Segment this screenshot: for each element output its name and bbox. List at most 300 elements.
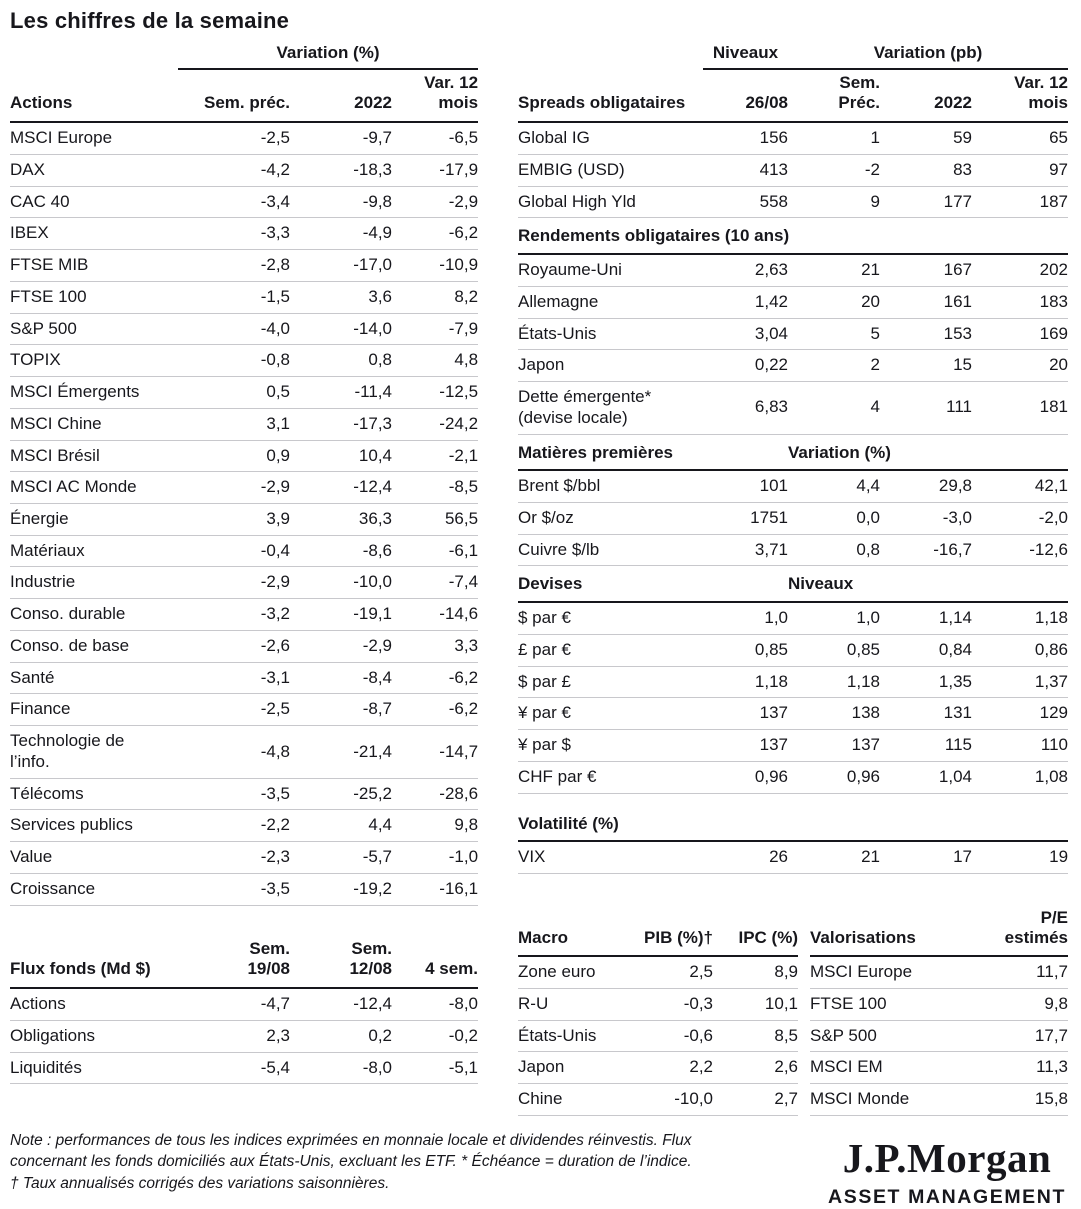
value-cell: 83	[880, 154, 972, 186]
row-label: Or $/oz	[518, 503, 703, 535]
column-header-4-sem: 4 sem.	[392, 936, 478, 988]
value-cell: 3,1	[178, 408, 290, 440]
value-cell: 20	[972, 350, 1068, 382]
section-title: Matières premières	[518, 434, 788, 470]
value-cell: -3,0	[880, 503, 972, 535]
value-cell: 0,9	[178, 440, 290, 472]
table-row	[518, 761, 1068, 793]
value-cell: -2,9	[392, 186, 478, 218]
value-cell: 17	[880, 841, 972, 873]
value-cell: -7,9	[392, 313, 478, 345]
header-line: Var. 12	[1014, 72, 1069, 92]
value-cell: -11,4	[290, 377, 392, 409]
macro-table-body	[518, 956, 798, 1115]
value-cell: -19,2	[290, 873, 392, 905]
value-cell: 11,7	[970, 956, 1068, 988]
value-cell: 0,96	[788, 761, 880, 793]
value-cell: 202	[972, 254, 1068, 286]
value-cell: -2,2	[178, 810, 290, 842]
table-row	[10, 218, 478, 250]
value-cell: 1,08	[972, 761, 1068, 793]
value-cell: 138	[788, 698, 880, 730]
table-row	[10, 504, 478, 536]
value-cell: -2,6	[178, 630, 290, 662]
value-cell: 137	[703, 730, 788, 762]
value-cell: 56,5	[392, 504, 478, 536]
value-cell: -8,7	[290, 694, 392, 726]
value-cell: 0,2	[290, 1020, 392, 1052]
table-row	[518, 730, 1068, 762]
table-row	[518, 666, 1068, 698]
table-row	[10, 472, 478, 504]
value-cell: -14,0	[290, 313, 392, 345]
table-row	[810, 988, 1068, 1020]
value-cell: 1,0	[703, 602, 788, 634]
header-line: Sem.	[351, 938, 392, 958]
value-cell: 2,3	[178, 1020, 290, 1052]
value-cell: -25,2	[290, 778, 392, 810]
table-row	[518, 1052, 798, 1084]
header-line: Préc.	[838, 93, 880, 113]
value-cell: 187	[972, 186, 1068, 218]
header-line: estimés	[1004, 928, 1068, 948]
row-label: £ par €	[518, 634, 703, 666]
fund-flows-table	[10, 936, 478, 1085]
value-cell: -8,4	[290, 662, 392, 694]
value-cell: 59	[880, 122, 972, 154]
page-title: Les chiffres de la semaine	[10, 8, 290, 33]
column-header-sem-12-08	[290, 936, 392, 988]
value-cell: 1,18	[788, 666, 880, 698]
row-label: Royaume-Uni	[518, 254, 703, 286]
value-cell: -3,5	[178, 873, 290, 905]
column-header-sem-19-08	[178, 936, 290, 988]
table-row	[10, 630, 478, 662]
value-cell: -14,6	[392, 599, 478, 631]
row-label: S&P 500	[810, 1020, 970, 1052]
value-cell: -0,4	[178, 535, 290, 567]
row-label: Croissance	[10, 873, 178, 905]
value-cell: -19,1	[290, 599, 392, 631]
value-cell: -12,4	[290, 988, 392, 1020]
table-row	[518, 1084, 798, 1116]
row-label: Japon	[518, 1052, 630, 1084]
value-cell: 0,85	[703, 634, 788, 666]
row-label: Allemagne	[518, 286, 703, 318]
value-cell: 183	[972, 286, 1068, 318]
row-label: Brent $/bbl	[518, 470, 703, 502]
table-row	[10, 1020, 478, 1052]
column-header-2022: 2022	[290, 69, 392, 122]
table-row	[518, 350, 1068, 382]
volatility-table-body	[518, 841, 1068, 873]
value-cell: 2,6	[713, 1052, 798, 1084]
jpmorgan-logo	[828, 1130, 1068, 1209]
value-cell: -8,5	[392, 472, 478, 504]
row-label: ¥ par €	[518, 698, 703, 730]
value-cell: -12,4	[290, 472, 392, 504]
value-cell: 65	[972, 122, 1068, 154]
row-label: TOPIX	[10, 345, 178, 377]
valuations-table-body	[810, 956, 1068, 1115]
value-cell: -2,9	[290, 630, 392, 662]
row-label: MSCI Europe	[10, 122, 178, 154]
value-cell: 156	[703, 122, 788, 154]
note-line: Note : performances de tous les indices exprimées en monnaie locale et dividendes réinvestis. Flux concernant les fonds domiciliés aux États-Unis, excluant les ETF. * Échéance = duration de l’indice.	[10, 1131, 692, 1171]
column-header-valorisations: Valorisations	[810, 898, 970, 956]
column-header-ipc: IPC (%)	[713, 898, 798, 956]
row-label: Global IG	[518, 122, 703, 154]
table-row	[810, 956, 1068, 988]
value-cell: 10,4	[290, 440, 392, 472]
value-cell: 111	[880, 382, 972, 434]
value-cell: -2,9	[178, 472, 290, 504]
table-row	[10, 662, 478, 694]
table-row	[10, 154, 478, 186]
value-cell: 3,6	[290, 281, 392, 313]
value-cell: -12,6	[972, 534, 1068, 566]
header-line: 19/08	[247, 959, 290, 979]
value-cell: -10,0	[630, 1084, 713, 1116]
value-cell: -14,7	[392, 726, 478, 778]
value-cell: 0,8	[290, 345, 392, 377]
value-cell: -28,6	[392, 778, 478, 810]
macro-table	[518, 898, 798, 1116]
group-header-niveaux: Niveaux	[703, 43, 788, 69]
value-cell: 110	[972, 730, 1068, 762]
value-cell: -8,0	[392, 988, 478, 1020]
table-row	[518, 382, 1068, 434]
column-header-row	[810, 898, 1068, 956]
table-row	[518, 956, 798, 988]
table-row	[10, 694, 478, 726]
value-cell: 0,0	[788, 503, 880, 535]
section-row	[518, 218, 1068, 254]
value-cell: 11,3	[970, 1052, 1068, 1084]
table-row	[10, 599, 478, 631]
table-row	[10, 408, 478, 440]
row-label: S&P 500	[10, 313, 178, 345]
value-cell: 1,04	[880, 761, 972, 793]
column-header-spreads-obligataires: Spreads obligataires	[518, 69, 703, 122]
row-label: MSCI Chine	[10, 408, 178, 440]
value-cell: 1	[788, 122, 880, 154]
spacer-cell	[518, 43, 703, 69]
value-cell: -5,1	[392, 1052, 478, 1084]
column-header-var-12-mois	[392, 69, 478, 122]
value-cell: -3,2	[178, 599, 290, 631]
value-cell: -2,1	[392, 440, 478, 472]
value-cell: -6,2	[392, 662, 478, 694]
value-cell: -21,4	[290, 726, 392, 778]
value-cell: -4,8	[178, 726, 290, 778]
value-cell: 8,5	[713, 1020, 798, 1052]
header-line: Var. 12	[424, 72, 479, 92]
table-row	[518, 470, 1068, 502]
value-cell: 413	[703, 154, 788, 186]
value-cell: 6,83	[703, 382, 788, 434]
value-cell: -5,7	[290, 842, 392, 874]
row-label: FTSE 100	[810, 988, 970, 1020]
header-line: mois	[1028, 93, 1069, 113]
value-cell: 8,2	[392, 281, 478, 313]
value-cell: -3,1	[178, 662, 290, 694]
value-cell: 5	[788, 318, 880, 350]
value-cell: 21	[788, 841, 880, 873]
column-header-sem-prec	[788, 69, 880, 122]
row-label: Dette émergente* (devise locale)	[518, 382, 703, 434]
table-row	[518, 988, 798, 1020]
value-cell: 0,5	[178, 377, 290, 409]
value-cell: -5,4	[178, 1052, 290, 1084]
value-cell: -3,3	[178, 218, 290, 250]
value-cell: -16,7	[880, 534, 972, 566]
value-cell: -2,8	[178, 250, 290, 282]
table-row	[518, 602, 1068, 634]
row-label: Zone euro	[518, 956, 630, 988]
header-line: P/E	[1040, 907, 1068, 927]
column-header-row	[10, 69, 478, 122]
table-row	[518, 286, 1068, 318]
table-row	[10, 842, 478, 874]
value-cell: 4,4	[788, 470, 880, 502]
column-header-actions: Actions	[10, 69, 178, 122]
row-label: MSCI Europe	[810, 956, 970, 988]
value-cell: -3,4	[178, 186, 290, 218]
value-cell: -10,9	[392, 250, 478, 282]
value-cell: 177	[880, 186, 972, 218]
row-label: Matériaux	[10, 535, 178, 567]
table-row	[10, 377, 478, 409]
group-header-variation-pb: Variation (pb)	[788, 43, 1068, 69]
value-cell: -18,3	[290, 154, 392, 186]
column-header-flux-fonds: Flux fonds (Md $)	[10, 936, 178, 988]
table-row	[810, 1084, 1068, 1116]
value-cell: 137	[703, 698, 788, 730]
group-header-row	[10, 43, 478, 69]
value-cell: 15	[880, 350, 972, 382]
value-cell: 8,9	[713, 956, 798, 988]
value-cell: 2,5	[630, 956, 713, 988]
value-cell: 181	[972, 382, 1068, 434]
table-row	[10, 988, 478, 1020]
row-label: États-Unis	[518, 1020, 630, 1052]
macro-table-wrap	[518, 898, 798, 1116]
value-cell: -0,6	[630, 1020, 713, 1052]
value-cell: 167	[880, 254, 972, 286]
value-cell: -6,5	[392, 122, 478, 154]
value-cell: 9	[788, 186, 880, 218]
value-cell: 169	[972, 318, 1068, 350]
table-row	[518, 634, 1068, 666]
value-cell: -6,2	[392, 218, 478, 250]
spacer-cell	[10, 43, 178, 69]
column-header-macro: Macro	[518, 898, 630, 956]
column-header-sem-prec: Sem. préc.	[178, 69, 290, 122]
table-row	[518, 186, 1068, 218]
table-row	[10, 440, 478, 472]
row-label: IBEX	[10, 218, 178, 250]
section-subtitle: Niveaux	[788, 566, 1068, 602]
value-cell: 19	[972, 841, 1068, 873]
group-header-row	[518, 43, 1068, 69]
value-cell: -4,9	[290, 218, 392, 250]
value-cell: 15,8	[970, 1084, 1068, 1116]
row-label: MSCI Brésil	[10, 440, 178, 472]
header-line: mois	[438, 93, 479, 113]
value-cell: -7,4	[392, 567, 478, 599]
value-cell: -2,9	[178, 567, 290, 599]
table-row	[10, 535, 478, 567]
value-cell: 131	[880, 698, 972, 730]
value-cell: -6,2	[392, 694, 478, 726]
value-cell: -10,0	[290, 567, 392, 599]
value-cell: 0,84	[880, 634, 972, 666]
table-row	[10, 567, 478, 599]
value-cell: -4,0	[178, 313, 290, 345]
row-label: ¥ par $	[518, 730, 703, 762]
column-header-var-12-mois	[972, 69, 1068, 122]
table-row	[10, 250, 478, 282]
row-label: Technologie de l’info.	[10, 726, 178, 778]
column-header-row	[10, 936, 478, 988]
section-title-volatilite: Volatilité (%)	[518, 810, 1068, 842]
row-label: CAC 40	[10, 186, 178, 218]
value-cell: 0,86	[972, 634, 1068, 666]
table-row	[518, 503, 1068, 535]
table-row	[518, 318, 1068, 350]
table-row	[518, 122, 1068, 154]
row-label: MSCI Monde	[810, 1084, 970, 1116]
row-label: Obligations	[10, 1020, 178, 1052]
value-cell: 1,18	[972, 602, 1068, 634]
value-cell: -2	[788, 154, 880, 186]
value-cell: -17,9	[392, 154, 478, 186]
value-cell: -1,0	[392, 842, 478, 874]
valuations-table-wrap	[810, 898, 1068, 1116]
column-header-26-08: 26/08	[703, 69, 788, 122]
header-line: 12/08	[349, 959, 392, 979]
value-cell: 36,3	[290, 504, 392, 536]
row-label: DAX	[10, 154, 178, 186]
row-label: Services publics	[10, 810, 178, 842]
row-label: Santé	[10, 662, 178, 694]
row-label: États-Unis	[518, 318, 703, 350]
section-row	[518, 434, 1068, 470]
footnote-text: † Taux annualisés corrigés des variations saisonnières.	[10, 1174, 390, 1192]
row-label: MSCI EM	[810, 1052, 970, 1084]
row-label: Industrie	[10, 567, 178, 599]
value-cell: 1751	[703, 503, 788, 535]
value-cell: 42,1	[972, 470, 1068, 502]
table-row	[10, 1052, 478, 1084]
value-cell: 2,63	[703, 254, 788, 286]
row-label: CHF par €	[518, 761, 703, 793]
value-cell: 0,85	[788, 634, 880, 666]
row-label: $ par €	[518, 602, 703, 634]
value-cell: 2,7	[713, 1084, 798, 1116]
row-label: Cuivre $/lb	[518, 534, 703, 566]
value-cell: 153	[880, 318, 972, 350]
value-cell: 161	[880, 286, 972, 318]
value-cell: 1,18	[703, 666, 788, 698]
value-cell: 1,14	[880, 602, 972, 634]
valuations-table	[810, 898, 1068, 1116]
value-cell: -17,0	[290, 250, 392, 282]
row-label: VIX	[518, 841, 703, 873]
value-cell: 558	[703, 186, 788, 218]
table-row	[518, 698, 1068, 730]
row-label: MSCI Émergents	[10, 377, 178, 409]
value-cell: 101	[703, 470, 788, 502]
value-cell: -3,5	[178, 778, 290, 810]
bonds-commodities-fx-table	[518, 43, 1068, 794]
row-label: Conso. durable	[10, 599, 178, 631]
value-cell: 9,8	[970, 988, 1068, 1020]
row-label: Liquidités	[10, 1052, 178, 1084]
bottom-right-tables	[518, 898, 1068, 1116]
value-cell: -0,2	[392, 1020, 478, 1052]
row-label: Value	[10, 842, 178, 874]
value-cell: -2,3	[178, 842, 290, 874]
value-cell: 20	[788, 286, 880, 318]
row-label: Global High Yld	[518, 186, 703, 218]
section-header-row	[518, 810, 1068, 842]
value-cell: 115	[880, 730, 972, 762]
value-cell: 3,3	[392, 630, 478, 662]
section-title: Devises	[518, 566, 788, 602]
value-cell: -0,8	[178, 345, 290, 377]
row-label: $ par £	[518, 666, 703, 698]
bonds-table-body	[518, 122, 1068, 793]
value-cell: 0,96	[703, 761, 788, 793]
table-row	[518, 154, 1068, 186]
row-label: EMBIG (USD)	[518, 154, 703, 186]
value-cell: -4,7	[178, 988, 290, 1020]
table-row	[10, 778, 478, 810]
value-cell: 26	[703, 841, 788, 873]
table-row	[10, 281, 478, 313]
row-label: Chine	[518, 1084, 630, 1116]
fund-flows-table-body	[10, 988, 478, 1084]
value-cell: 21	[788, 254, 880, 286]
table-row	[518, 841, 1068, 873]
value-cell: -17,3	[290, 408, 392, 440]
content-columns	[10, 43, 1068, 1116]
header-line: Sem.	[249, 938, 290, 958]
table-row	[810, 1052, 1068, 1084]
table-row	[10, 726, 478, 778]
value-cell: 29,8	[880, 470, 972, 502]
table-row	[810, 1020, 1068, 1052]
value-cell: -9,8	[290, 186, 392, 218]
value-cell: -8,0	[290, 1052, 392, 1084]
volatility-table	[518, 810, 1068, 874]
value-cell: 10,1	[713, 988, 798, 1020]
value-cell: 17,7	[970, 1020, 1068, 1052]
value-cell: 97	[972, 154, 1068, 186]
column-header-row	[518, 898, 798, 956]
value-cell: 3,04	[703, 318, 788, 350]
column-header-2022: 2022	[880, 69, 972, 122]
row-label: Japon	[518, 350, 703, 382]
column-header-row	[518, 69, 1068, 122]
value-cell: -1,5	[178, 281, 290, 313]
table-row	[10, 313, 478, 345]
value-cell: 1,0	[788, 602, 880, 634]
asset-management-label: ASSET MANAGEMENT	[828, 1185, 1066, 1208]
section-row	[518, 566, 1068, 602]
